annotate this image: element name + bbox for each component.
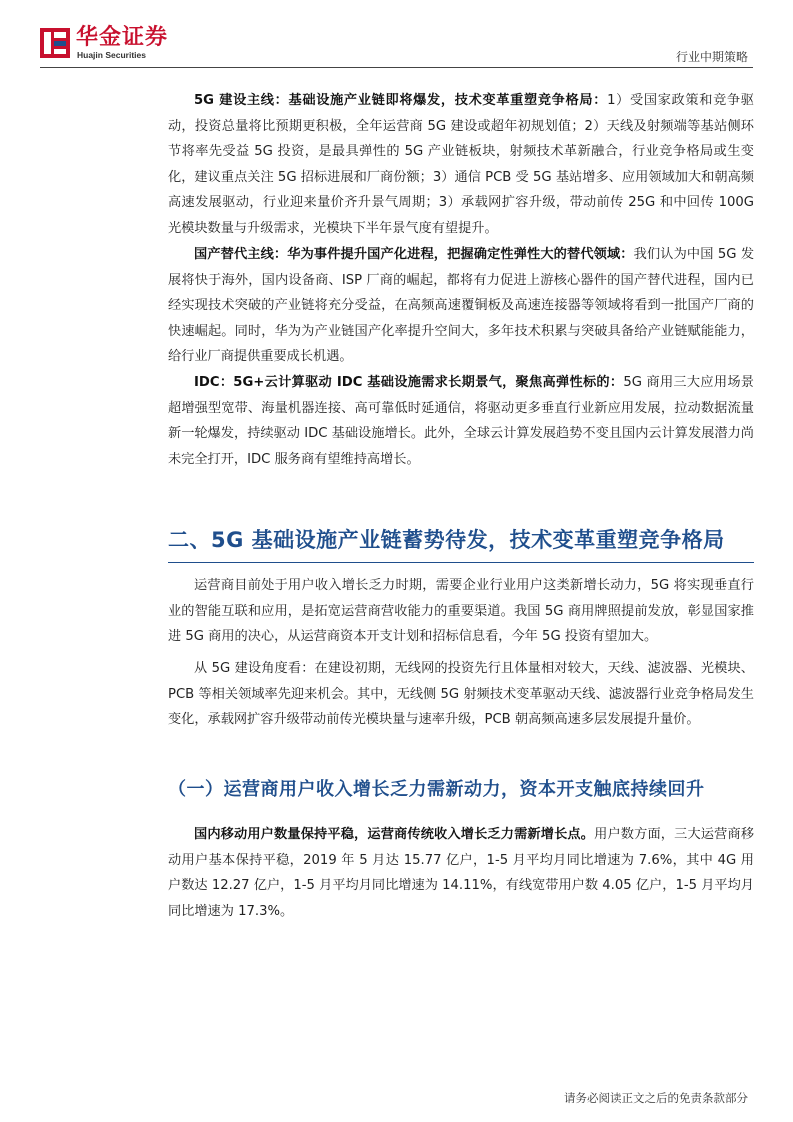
paragraph-body: 我们认为中国 5G 发展将快于海外，国内设备商、ISP 厂商的崛起，都将有力促进上游核心器件的国产替代进程，国内已经实现技术突破的产业链将充分受益，在高频高速覆铜板及高速连接器等领域将看到一批国产厂商的快速崛起。同时，华为为产业链国产化率提升空间大，多年技术积累与突破具备给产业链赋能能力，给行业厂商提供重要成长机遇。 bbox=[168, 247, 755, 364]
paragraph-lead: IDC：5G+云计算驱动 IDC 基础设施需求长期景气，聚焦高弹性标的： bbox=[194, 375, 624, 390]
company-logo bbox=[40, 26, 170, 62]
logo-text-en: Huajin Securities bbox=[77, 50, 146, 60]
paragraph-lead: 5G 建设主线：基础设施产业链即将爆发，技术变革重塑竞争格局： bbox=[194, 93, 608, 108]
section-heading-rule bbox=[168, 562, 754, 563]
paragraph-body: 5G 商用三大应用场景超增强型宽带、海量机器连接、高可靠低时延通信，将驱动更多垂直行业新应用发展，拉动数据流量新一轮爆发，持续驱动 IDC 基础设施增长。此外，全球云计算发展趋势不变且国内云计算发展潜力尚未完全打开，IDC 服务商有望维持高增长。 bbox=[168, 375, 754, 467]
logo-text-cn: 华金证券 bbox=[76, 25, 169, 50]
paragraph-5g-construction bbox=[168, 88, 754, 241]
paragraph-mobile-users bbox=[168, 822, 754, 924]
paragraph-lead: 国内移动用户数量保持平稳，运营商传统收入增长乏力需新增长点。 bbox=[194, 827, 595, 842]
paragraph-lead: 国产替代主线：华为事件提升国产化进程，把握确定性弹性大的替代领域： bbox=[194, 247, 634, 262]
huajin-logo-icon bbox=[40, 28, 70, 58]
document-type: 行业中期策略 bbox=[675, 50, 748, 64]
paragraph-domestic-substitution bbox=[168, 242, 754, 370]
section-heading: 二、5G 基础设施产业链蓄势待发，技术变革重塑竞争格局 bbox=[168, 528, 725, 552]
paragraph-body: 用户数方面，三大运营商移动用户基本保持平稳，2019 年 5 月达 15.77 亿户，1-5 月平均月同比增速为 7.6%，其中 4G 用户数达 12.27 亿户，1-5 月平均月同比增速为 14.11%，有线宽带用户数 4.05 亿户，1-5 月平均月同比增速为 17.3%。 bbox=[168, 827, 755, 919]
subsection-heading: （一）运营商用户收入增长乏力需新动力，资本开支触底持续回升 bbox=[168, 779, 705, 800]
paragraph-body: 1）受国家政策和竞争驱动，投资总量将比预期更积极，全年运营商 5G 建设或超年初规划值；2）天线及射频端等基站侧环节将率先受益 5G 投资，是最具弹性的 5G 产业链板块，射频技术革新融合，行业竞争格局或生变化，建议重点关注 5G 招标进展和厂商份额；3）通信 PCB 受 5G 基站增多、应用领域加大和朝高频高速发展驱动，行业迎来量价齐升景气周期；3）承载网扩容升级，带动前传 25G 和中回传 100G 光模块数量与升级需求，光模块下半年景气度有望提升。 bbox=[168, 93, 754, 236]
footer-disclaimer: 请务必阅读正文之后的免责条款部分 bbox=[564, 1091, 748, 1105]
paragraph-idc bbox=[168, 370, 754, 472]
header-divider bbox=[40, 67, 753, 68]
paragraph-5g-build-view: 从 5G 建设角度看：在建设初期，无线网的投资先行且体量相对较大，天线、滤波器、光模块、PCB 等相关领域率先迎来机会。其中，无线侧 5G 射频技术变革驱动天线、滤波器行业竞争格局发生变化，承载网扩容升级带动前传光模块量与速率升级，PCB 朝高频高速多层发展提升量价。 bbox=[168, 661, 754, 727]
paragraph-operators: 运营商目前处于用户收入增长乏力时期，需要企业行业用户这类新增长动力，5G 将实现垂直行业的智能互联和应用，是拓宽运营商营收能力的重要渠道。我国 5G 商用牌照提前发放，彰显国家推进 5G 商用的决心，从运营商资本开支计划和招标信息看，今年 5G 投资有望加大。 bbox=[168, 578, 754, 644]
